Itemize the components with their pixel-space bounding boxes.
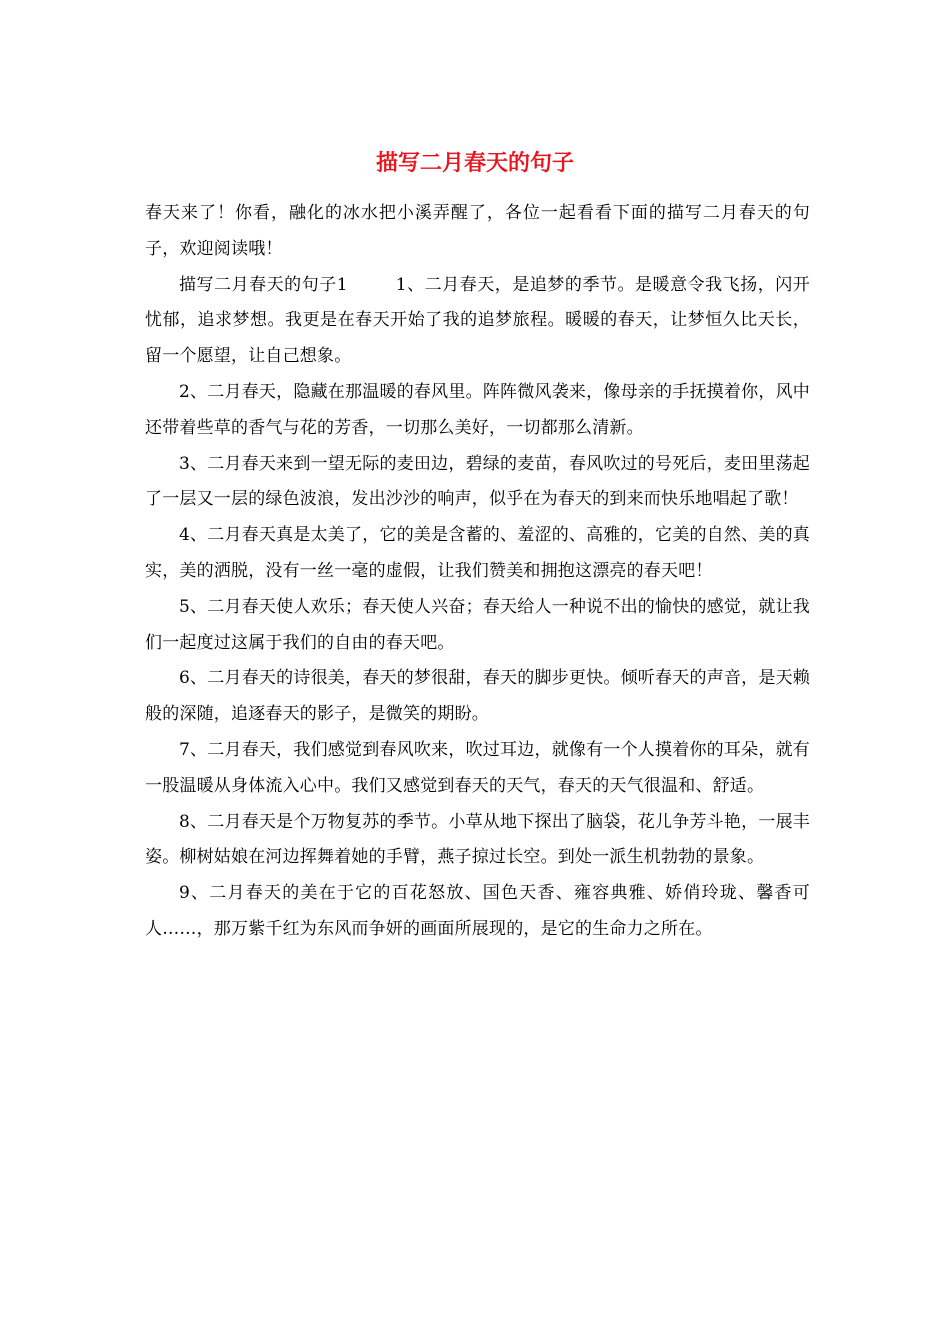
- paragraph-8: 8、二月春天是个万物复苏的季节。小草从地下探出了脑袋，花儿争芳斗艳，一展丰姿。柳树姑娘在河边挥舞着她的手臂，燕子掠过长空。到处一派生机勃勃的景象。: [145, 811, 810, 868]
- document-title: 描写二月春天的句子: [375, 151, 574, 176]
- section-heading: 描写二月春天的句子1: [179, 274, 348, 295]
- paragraph-9: 9、二月春天的美在于它的百花怒放、国色天香、雍容典雅、娇俏玲珑、馨香可人……，那万紫千红为东风而争妍的画面所展现的，是它的生命力之所在。: [145, 883, 810, 939]
- paragraph-6: 6、二月春天的诗很美，春天的梦很甜，春天的脚步更快。倾听春天的声音，是天赖般的深随，追逐春天的影子，是微笑的期盼。: [145, 668, 810, 725]
- paragraph-4: 4、二月春天真是太美了，它的美是含蓄的、羞涩的、高雅的，它美的自然、美的真实，美的洒脱，没有一丝一毫的虚假，让我们赞美和拥抱这漂亮的春天吧！: [145, 525, 810, 581]
- paragraph-2: 2、二月春天，隐藏在那温暖的春风里。阵阵微风袭来，像母亲的手抚摸着你，风中还带着些草的香气与花的芳香，一切那么美好，一切都那么清新。: [145, 381, 810, 438]
- paragraph-1-text: 1、二月春天，是追梦的季节。是暖意令我飞扬，闪开忧郁，追求梦想。我更是在春天开始了我的追梦旅程。暖暖的春天，让梦恒久比天长，留一个愿望，让自己想象。: [145, 274, 810, 367]
- paragraph-5: 5、二月春天使人欢乐；春天使人兴奋；春天给人一种说不出的愉快的感觉，就让我们一起度过这属于我们的自由的春天吧。: [145, 596, 810, 653]
- intro-paragraph: 春天来了！你看，融化的冰水把小溪弄醒了，各位一起看看下面的描写二月春天的句子，欢迎阅读哦！: [145, 203, 810, 259]
- paragraph-3: 3、二月春天来到一望无际的麦田边，碧绿的麦苗，春风吹过的号死后，麦田里荡起了一层又一层的绿色波浪，发出沙沙的响声，似乎在为春天的到来而快乐地唱起了歌！: [145, 453, 810, 510]
- paragraph-7: 7、二月春天，我们感觉到春风吹来，吹过耳边，就像有一个人摸着你的耳朵，就有一股温暖从身体流入心中。我们又感觉到春天的天气，春天的天气很温和、舒适。: [145, 739, 810, 796]
- paragraph-1: [145, 268, 810, 375]
- document-body: [145, 196, 810, 948]
